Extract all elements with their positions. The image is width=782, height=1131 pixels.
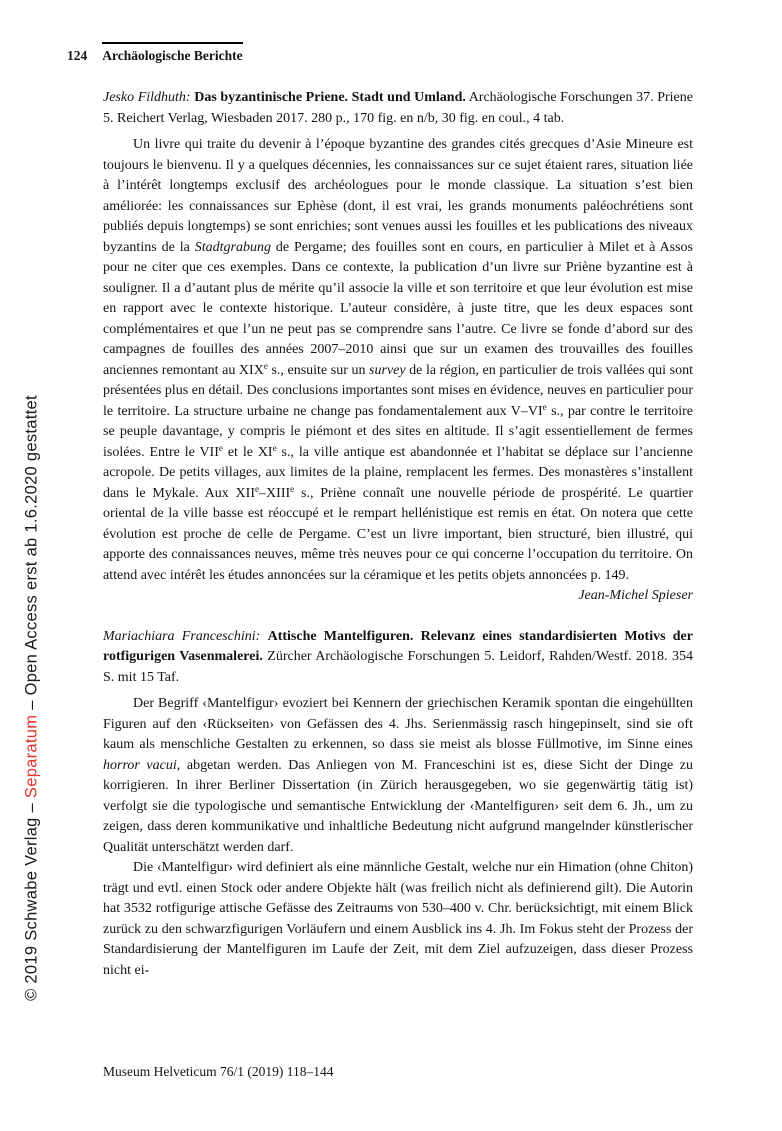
copyright-sidebar: © 2019 Schwabe Verlag – Separatum – Open Access erst ab 1.6.2020 gestattet xyxy=(22,395,41,1001)
section-title: Archäologische Berichte xyxy=(102,42,242,64)
review-heading: Jesko Fildhuth: Das byzantinische Priene. Stadt und Umland. Archäologische Forschungen 37. Priene 5. Reichert Verlag, Wiesbaden 2017. 280 p., 170 fig. en n/b, 30 fig. en coul., 4 tab. xyxy=(103,90,693,126)
review-body-paragraph: Die ‹Mantelfigur› wird definiert als eine männliche Gestalt, welche nur ein Himation (ohne Chiton) trägt und evtl. einen Stock oder andere Objekte hält (was freilich nicht als definierend gilt). Die Autorin hat 3532 rotfigurige attische Gefässe des Zeitraums von 530–400 v. Chr. berücksichtigt, mit einem Blick zurück zu den schwarzfigurigen Vorläufern und einem Ausblick ins 4. Jh. Im Fokus steht der Prozess der Standardisierung der Mantelfiguren im Laufe der Zeit, mit dem Ziel aufzuzeigen, dass dieser Prozess nicht ei- xyxy=(103,860,693,978)
text-column xyxy=(103,88,693,1050)
review-body-paragraph: Un livre qui traite du devenir à l’époque byzantine des grandes cités grecques d’Asie Mineure est toujours le bienvenu. Il y a quelques décennies, les connaissances sur ce sujet étaient rares, situation liée à l’intérêt longtemps exclusif des archéologues pour le monde classique. La situation s’est bien améliorée: les connaissances sur Ephèse (dont, il est vrai, les grands monuments paléochrétiens sont publiés depuis longtemps) se sont enrichies; sont venues aussi les fouilles et les publications des niveaux byzantins de la Stadtgrabung de Pergame; des fouilles sont en cours, en particulier à Milet et à Assos pour ne citer que ces exemples. Dans ce contexte, la publication d’un livre sur Priène byzantine est à souligner. Il a d’autant plus de mérite qu’il associe la ville et son territoire et que leur évolution est mise en rapport avec le contexte historique. L’auteur considère, à juste titre, que les deux espaces sont complémentaires et que l’un ne peut pas se comprendre sans l’autre. Ce livre se fonde d’abord sur des campagnes de fouilles des années 2007–2010 ainsi que sur un examen des trouvailles des fouilles anciennes remontant au XIXe s., ensuite sur un survey de la région, en particulier de trois vallées qui sont présentées plus en détail. Des conclusions importantes sont mises en évidence, neuves en particulier pour le territoire. La structure urbaine ne change pas fondamentalement aux V–VIe s., par contre le territoire se peuple davantage, y compris le piémont et des sites en altitude. Il s’agit essentiellement de fermes isolées. Entre le VIIe et le XIe s., la ville antique est abandonnée et l’habitat se déplace sur l’ancienne acropole. De petits villages, aux limites de la plaine, remplacent les fermes. Des monastères s’installent dans le Mykale. Aux XIIe–XIIIe s., Priène connaît une nouvelle période de prospérité. Le quartier oriental de la ville basse est réoccupé et le rempart hellénistique est remis en état. On notera que cette évolution est proche de celle de Pergame. C’est un livre important, bien structuré, bien illustré, qui apporte des connaissances neuves, même très neuves pour ce qui concerne l’occupation du territoire. On attend avec intérêt les études annoncées sur la céramique et les petits objets annoncées p. 149. xyxy=(103,137,693,583)
page-number: 124 xyxy=(67,48,88,63)
review-heading: Mariachiara Franceschini: Attische Mantelfiguren. Relevanz eines standardisierten Motivs der rotfigurigen Vasenmalerei. Zürcher Archäologische Forschungen 5. Leidorf, Rahden/Westf. 2018. 354 S. mit 15 Taf. xyxy=(103,628,693,685)
running-head xyxy=(67,42,243,64)
reviewer-signature: Jean-Michel Spieser xyxy=(578,588,693,603)
review-body-paragraph: Der Begriff ‹Mantelfigur› evoziert bei Kennern der griechischen Keramik spontan die eingehüllten Figuren auf den ‹Rückseiten› von Gefässen des 4. Jhs. Serienmässig rasch hingepinselt, sind sie oft kaum als menschliche Gestalten zu erkennen, so dass sie meist als blosse Füllmotive, im Sinne eines horror vacui, abgetan werden. Das Anliegen von M. Franceschini ist es, diese Sicht der Dinge zu korrigieren. In ihrer Berliner Dissertation (in Zürich herausgegeben, wo sie gegenwärtig tätig ist) verfolgt sie die typologische und semantische Entwicklung der ‹Mantelfiguren› seit dem 6. Jh., um zu zeigen, dass deren kommunikative und inhaltliche Bedeutung nicht aufgrund mangelnder künstlerischer Qualität unterschätzt werden darf. xyxy=(103,696,693,855)
review-entry-fildhuth xyxy=(103,88,693,607)
journal-footer: Museum Helveticum 76/1 (2019) 118–144 xyxy=(103,1064,334,1079)
review-entry-franceschini xyxy=(103,627,693,982)
